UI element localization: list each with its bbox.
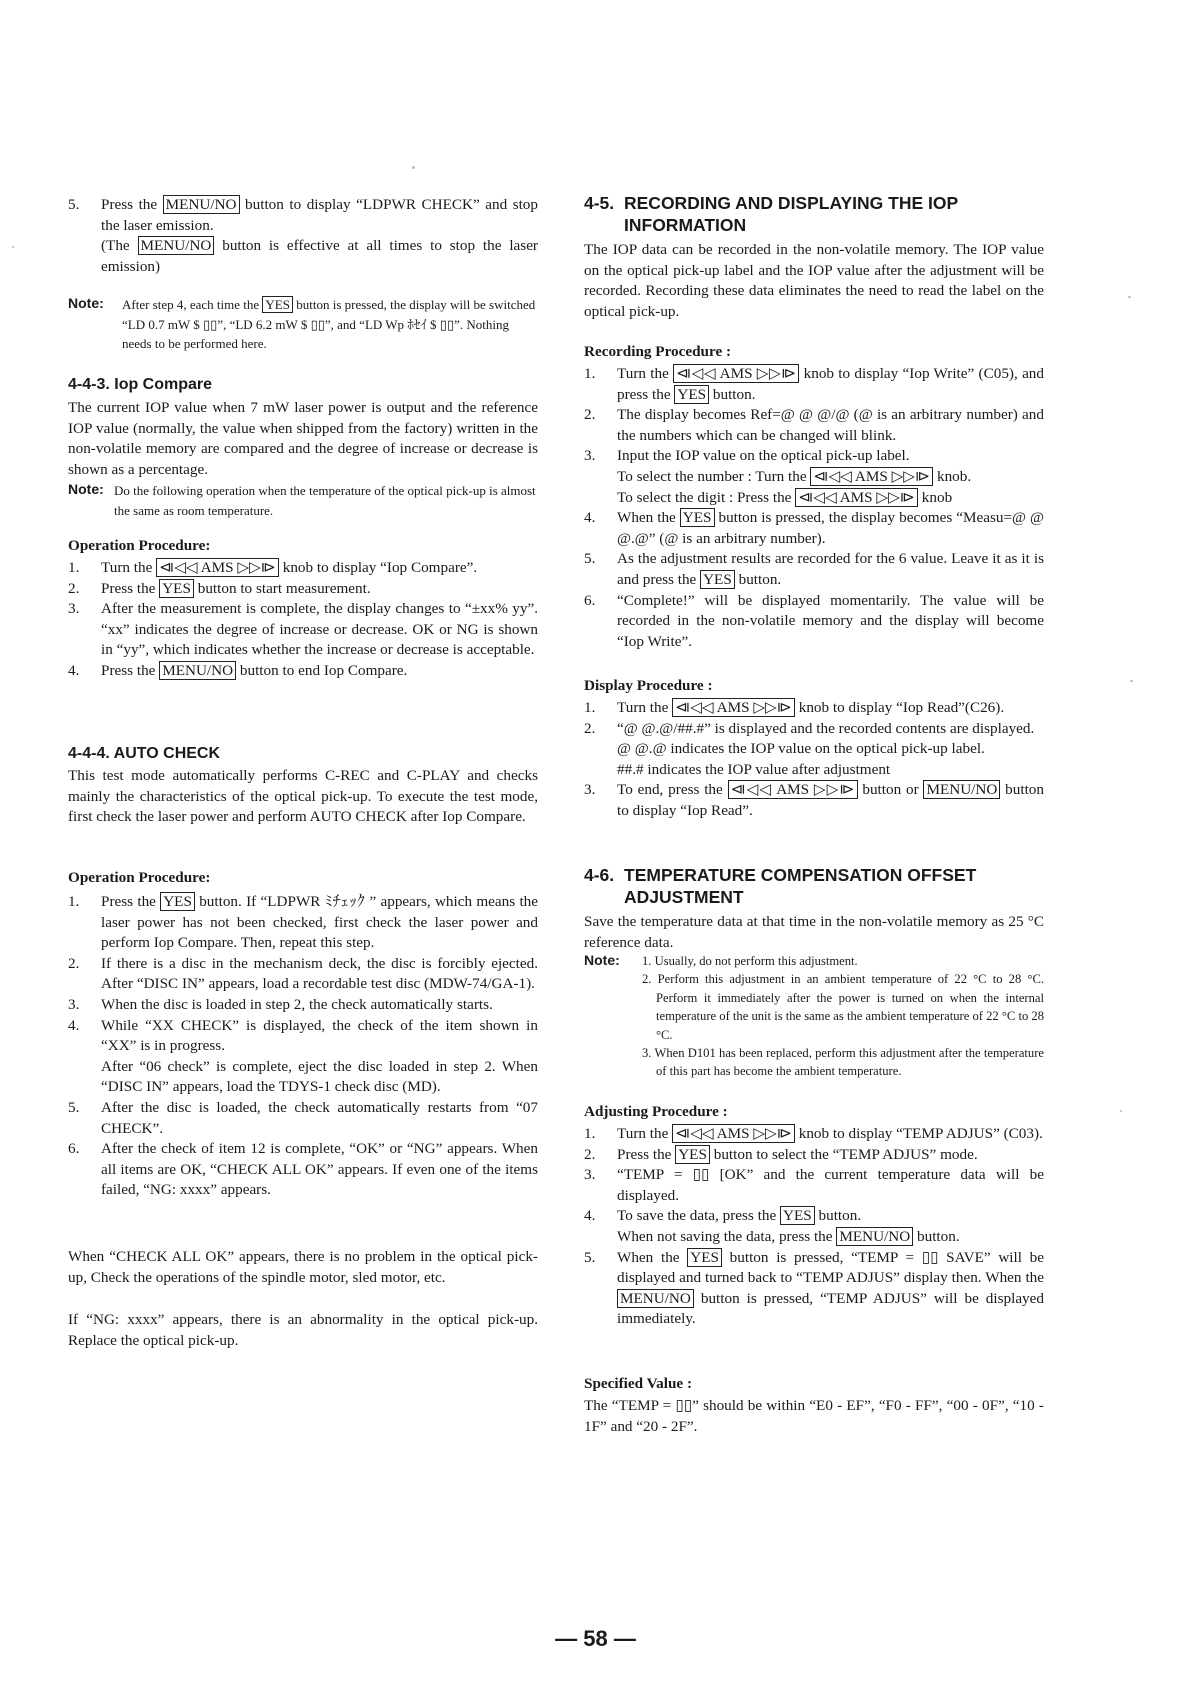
ams-knob-key: ⧏◁◁ AMS ▷▷⧐ <box>672 1124 795 1143</box>
note-item: 3. When D101 has been replaced, perform this adjustment after the temperature of this part has become the ambient temperature. <box>642 1046 1044 1079</box>
note-label: Note: <box>584 952 620 968</box>
yes-key: YES <box>780 1206 815 1225</box>
yes-key: YES <box>687 1248 722 1267</box>
note-item: 2. Perform this adjustment in an ambient temperature of 22 °C to 28 °C. Perform it immediately after the power is turned on when the internal temperature of the unit is the same as the ambient temperature of 22 °C to 28 °C. <box>642 972 1044 1042</box>
list-item: 4. Press the MENU/NO button to end Iop Compare. <box>68 661 408 679</box>
list-item: 1. Turn the ⧏◁◁ AMS ▷▷⧐ knob to display “TEMP ADJUS” (C03). <box>584 1125 1043 1142</box>
list-item: 1. Turn the ⧏◁◁ AMS ▷▷⧐ knob to display “Iop Read”(C26). <box>584 699 1005 716</box>
list-item: 2. Press the YES button to start measurement. <box>68 579 371 597</box>
procedure-title: Display Procedure : <box>584 677 713 694</box>
step-list-intro <box>68 195 538 277</box>
section-title-4-6: 4-6. TEMPERATURE COMPENSATION OFFSET ADJUSTMENT <box>584 865 977 907</box>
list-item: 4. When the YES button is pressed, the display becomes “Measu=@ @ @.@” (@ is an arbitrary number). <box>584 509 1044 547</box>
step-list-display <box>584 698 1044 822</box>
yes-key: YES <box>159 579 194 598</box>
note-item: 1. Usually, do not perform this adjustment. <box>642 954 858 968</box>
procedure-title: Operation Procedure: <box>68 537 211 554</box>
section-paragraph: The IOP data can be recorded in the non-volatile memory. The IOP value on the optical pick-up label and the IOP value after the adjustment will be recorded. Recording these data eliminates the need to read the label on the optical pick-up. <box>584 241 1044 320</box>
scan-speck <box>1128 296 1131 298</box>
section-paragraph: If “NG: xxxx” appears, there is an abnormality in the optical pick-up. Replace the optical pick-up. <box>68 1311 538 1349</box>
list-item: 3. After the measurement is complete, the display changes to “±xx% yy”. “xx” indicates the degree of increase or decrease. OK or NG is shown in “yy”, which indicates whether the increase or decrease is acceptable. <box>68 600 538 659</box>
procedure-title: Adjusting Procedure : <box>584 1103 728 1120</box>
step-list-recording <box>584 364 1044 652</box>
note-text: After step 4, each time the YES button is pressed, the display will be switched “LD 0.7 mW $ ▯▯”, “LD 6.2 mW $ ▯▯”, and “LD Wp ﾎｾｲ $ ▯▯”. Nothing needs to be performed here. <box>122 297 536 351</box>
page-number: — 58 — <box>555 1626 636 1651</box>
list-item: 5. Press the MENU/NO button to display “LDPWR CHECK” and stop the laser emission. (The MENU/NO button is effective at all times to stop the laser emission) <box>68 196 538 275</box>
list-item: 3. When the disc is loaded in step 2, the check automatically starts. <box>68 995 493 1013</box>
list-item: 3. Input the IOP value on the optical pick-up label. To select the number : Turn the ⧏◁◁ AMS ▷▷⧐ knob. To select the digit : Press the ⧏◁◁ AMS ▷▷⧐ knob <box>584 447 972 506</box>
list-item: 2. Press the YES button to select the “TEMP ADJUS” mode. <box>584 1145 978 1163</box>
list-item: 1. Press the YES button. If “LDPWR ﾐﾁｪｯｸ ” appears, which means the laser power has not been checked, first check the laser power and perform Iop Compare. Then, repeat this step. <box>68 893 539 952</box>
list-item: 5. As the adjustment results are recorded for the 6 value. Leave it as it is and press the YES button. <box>584 550 1044 588</box>
yes-key: YES <box>262 296 293 313</box>
yes-key: YES <box>700 570 735 589</box>
list-item: 4. To save the data, press the YES button. When not saving the data, press the MENU/NO button. <box>584 1207 960 1245</box>
list-item: 6. “Complete!” will be displayed momentarily. The value will be recorded in the non-volatile memory and the display will become “Iop Write”. <box>584 591 1044 650</box>
list-item: 3. To end, press the ⧏◁◁ AMS ▷▷⧐ button or MENU/NO button to display “Iop Read”. <box>584 781 1044 819</box>
list-item: 2. If there is a disc in the mechanism deck, the disc is forcibly ejected. After “DISC IN” appears, load a recordable test disc (MDW-74/GA-1). <box>68 954 538 993</box>
menu-no-key: MENU/NO <box>163 195 240 214</box>
ams-knob-key: ⧏◁◁ AMS ▷▷⧐ <box>673 364 799 383</box>
note-list <box>638 952 1044 1081</box>
ams-knob-key: ⧏◁◁ AMS ▷▷⧐ <box>728 780 858 799</box>
section-paragraph: Save the temperature data at that time in the non-volatile memory as 25 °C reference data. <box>584 913 1044 951</box>
ams-knob-key: ⧏◁◁ AMS ▷▷⧐ <box>795 488 918 507</box>
section-paragraph: The current IOP value when 7 mW laser power is output and the reference IOP value (normally, the value when shipped from the factory) written in the non-volatile memory are compared and the degree of increase or decrease is shown as a percentage. <box>68 399 538 478</box>
list-item: 2. The display becomes Ref=@ @ @/@ (@ is an arbitrary number) and the numbers which can be changed will blink. <box>584 406 1044 444</box>
menu-no-key: MENU/NO <box>138 236 215 255</box>
note-text: Do the following operation when the temperature of the optical pick-up is almost the same as room temperature. <box>114 483 536 518</box>
step-number: 5. <box>68 196 80 213</box>
note-block <box>584 952 1044 1081</box>
note-block <box>68 295 538 354</box>
list-item: 3. “TEMP = ▯▯ [OK” and the current temperature data will be displayed. <box>584 1166 1044 1204</box>
ams-knob-key: ⧏◁◁ AMS ▷▷⧐ <box>810 467 933 486</box>
scan-speck <box>1130 680 1133 682</box>
section-paragraph: This test mode automatically performs C-REC and C-PLAY and checks mainly the characteristics of the optical pick-up. To execute the test mode, first check the laser power and perform AUTO CHECK after Iop Compare. <box>68 767 538 826</box>
step-list-auto-check <box>68 892 538 1201</box>
list-item: 1. Turn the ⧏◁◁ AMS ▷▷⧐ knob to display “Iop Compare”. <box>68 559 478 576</box>
menu-no-key: MENU/NO <box>159 661 236 680</box>
yes-key: YES <box>674 385 709 404</box>
note-label: Note: <box>68 481 104 497</box>
list-item: 5. When the YES button is pressed, “TEMP = ▯▯ SAVE” will be displayed and turned back to “TEMP ADJUS” display then. When the MENU/NO button is pressed, “TEMP ADJUS” will be displayed immediately. <box>584 1248 1044 1328</box>
procedure-title: Operation Procedure: <box>68 869 211 886</box>
menu-no-key: MENU/NO <box>923 780 1000 799</box>
list-item: 1. Turn the ⧏◁◁ AMS ▷▷⧐ knob to display “Iop Write” (C05), and press the YES button. <box>584 365 1044 403</box>
section-paragraph: When “CHECK ALL OK” appears, there is no problem in the optical pick-up, Check the operations of the spindle motor, sled motor, etc. <box>68 1248 538 1286</box>
step-list-adjusting <box>584 1124 1044 1330</box>
note-label: Note: <box>68 295 104 311</box>
scan-speck <box>1120 1110 1122 1112</box>
list-item: 4. While “XX CHECK” is displayed, the check of the item shown in “XX” is in progress. After “06 check” is complete, eject the disc loaded in step 2. When “DISC IN” appears, load the TDYS-1 check disc (MD). <box>68 1016 538 1096</box>
note-block <box>68 481 538 520</box>
step-list-iop-compare <box>68 558 538 682</box>
list-item: 6. After the check of item 12 is complete, “OK” or “NG” appears. When all items are OK, “CHECK ALL OK” appears. If even one of the items failed, “NG: xxxx” appears. <box>68 1140 538 1199</box>
scan-speck <box>12 246 14 248</box>
section-title-4-5: 4-5. RECORDING AND DISPLAYING THE IOP INFORMATION <box>584 193 959 235</box>
section-title-4-4-3: 4-4-3. Iop Compare <box>68 376 213 393</box>
list-item: 5. After the disc is loaded, the check automatically restarts from “07 CHECK”. <box>68 1098 538 1137</box>
specified-value-text: The “TEMP = ▯▯” should be within “E0 - EF”, “F0 - FF”, “00 - 0F”, “10 - 1F” and “20 - 2F”. <box>584 1397 1044 1435</box>
yes-key: YES <box>160 892 195 911</box>
ams-knob-key: ⧏◁◁ AMS ▷▷⧐ <box>156 558 279 577</box>
list-item: 2. “@ @.@/##.#” is displayed and the recorded contents are displayed. @ @.@ indicates the IOP value on the optical pick-up label. ##.# indicates the IOP value after adjustment <box>584 719 1035 778</box>
procedure-title: Recording Procedure : <box>584 343 732 360</box>
ams-knob-key: ⧏◁◁ AMS ▷▷⧐ <box>672 698 795 717</box>
scan-speck <box>412 166 415 169</box>
menu-no-key: MENU/NO <box>617 1289 694 1308</box>
menu-no-key: MENU/NO <box>836 1227 913 1246</box>
yes-key: YES <box>675 1145 710 1164</box>
procedure-title: Specified Value : <box>584 1375 693 1392</box>
yes-key: YES <box>680 508 715 527</box>
section-title-4-4-4: 4-4-4. AUTO CHECK <box>68 745 221 762</box>
